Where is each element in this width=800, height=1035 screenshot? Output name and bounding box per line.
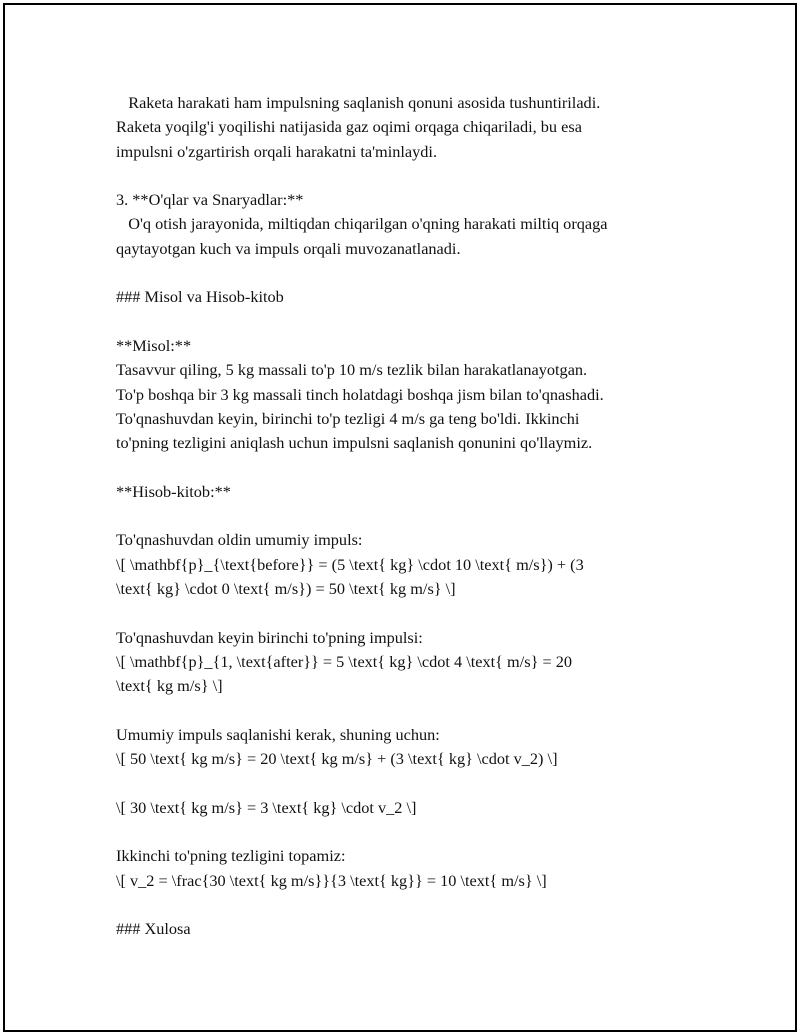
blank-line xyxy=(116,455,716,479)
blank-line xyxy=(116,820,716,844)
subheading: **Hisob-kitob:** xyxy=(116,481,231,501)
text-line: to'pning tezligini aniqlash uchun impulsni saqlanish qonunini qo'llaymiz. xyxy=(116,433,593,453)
text-line: Tasavvur qiling, 5 kg massali to'p 10 m/s tezlik bilan harakatlanayotgan. xyxy=(116,360,588,380)
section-heading: ### Xulosa xyxy=(116,919,191,939)
blank-line xyxy=(116,504,716,528)
text-line: impulsni o'zgartirish orqali harakatni ta'minlaydi. xyxy=(116,141,438,161)
text-line: Umumiy impuls saqlanishi kerak, shuning uchun: xyxy=(116,724,440,744)
formula-line: \text{ kg} \cdot 0 \text{ m/s}) = 50 \text{ kg m/s} \] xyxy=(116,578,456,598)
blank-line xyxy=(116,893,716,917)
formula-line: \[ v_2 = \frac{30 \text{ kg m/s}}{3 \text{ kg}} = 10 \text{ m/s} \] xyxy=(116,870,547,890)
text-line: To'p boshqa bir 3 kg massali tinch holatdagi boshqa jism bilan to'qnashadi. xyxy=(116,384,604,404)
section-heading: ### Misol va Hisob-kitob xyxy=(116,287,284,307)
text-line: Raketa yoqilg'i yoqilishi natijasida gaz oqimi orqaga chiqariladi, bu esa xyxy=(116,117,582,137)
text-line: O'q otish jarayonida, miltiqdan chiqarilgan o'qning harakati miltiq orqaga xyxy=(116,214,608,234)
text-line: qaytayotgan kuch va impuls orqali muvozanatlanadi. xyxy=(116,238,461,258)
formula-line: \[ \mathbf{p}_{1, \text{after}} = 5 \text{ kg} \cdot 4 \text{ m/s} = 20 xyxy=(116,651,572,671)
formula-line: \[ \mathbf{p}_{\text{before}} = (5 \text{ kg} \cdot 10 \text{ m/s}) + (3 xyxy=(116,554,584,574)
text-line: Raketa harakati ham impulsning saqlanish qonuni asosida tushuntiriladi. xyxy=(116,93,601,112)
text-line: To'qnashuvdan keyin, birinchi to'p tezligi 4 m/s ga teng bo'ldi. Ikkinchi xyxy=(116,408,580,428)
text-line: To'qnashuvdan oldin umumiy impuls: xyxy=(116,530,363,550)
formula-line: \[ 50 \text{ kg m/s} = 20 \text{ kg m/s} + (3 \text{ kg} \cdot v_2) \] xyxy=(116,749,558,769)
formula-line: \[ 30 \text{ kg m/s} = 3 \text{ kg} \cdot v_2 \] xyxy=(116,797,417,817)
blank-line xyxy=(116,164,716,188)
text-line: To'qnashuvdan keyin birinchi to'pning impulsi: xyxy=(116,627,423,647)
blank-line xyxy=(116,771,716,795)
formula-line: \text{ kg m/s} \] xyxy=(116,676,223,696)
blank-line xyxy=(116,601,716,625)
section-heading: 3. **O'qlar va Snaryadlar:** xyxy=(116,190,304,210)
document-body xyxy=(116,91,716,941)
blank-line xyxy=(116,261,716,285)
text-line: Ikkinchi to'pning tezligini topamiz: xyxy=(116,846,346,866)
blank-line xyxy=(116,698,716,722)
subheading: **Misol:** xyxy=(116,335,192,355)
blank-line xyxy=(116,310,716,334)
